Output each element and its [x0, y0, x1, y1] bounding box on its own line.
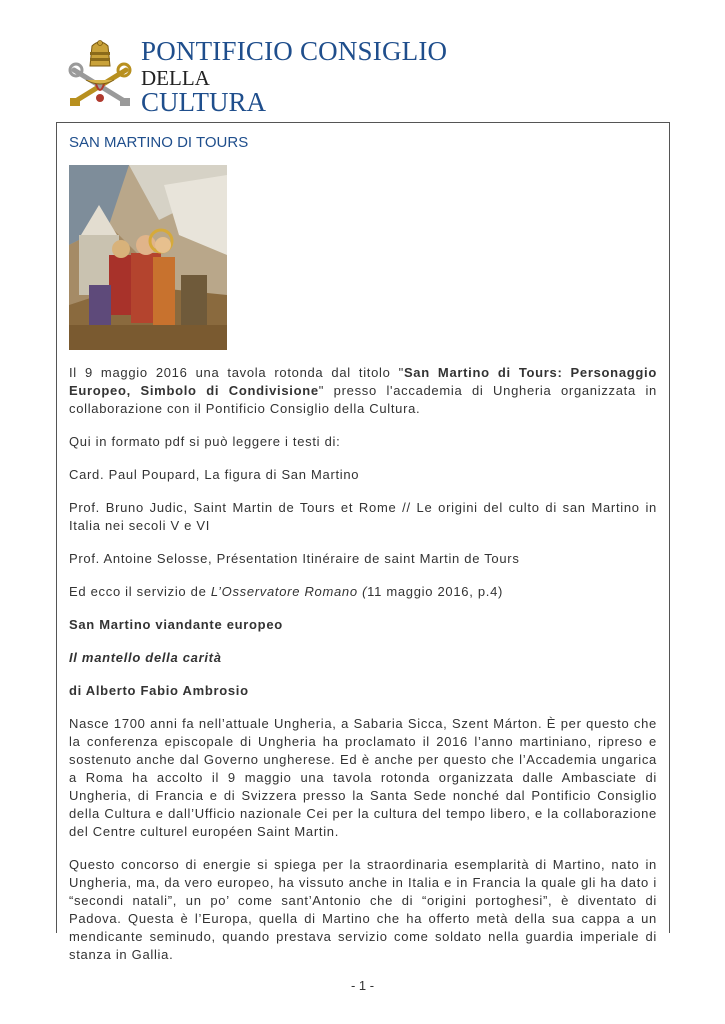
service-text-a: Ed ecco il servizio de [69, 584, 211, 599]
article-subhead-italic: Il mantello della carità [69, 650, 222, 665]
page-number: - 1 - [350, 978, 375, 993]
header-title-line2: DELLA [141, 66, 210, 90]
saint-martin-fresco [69, 165, 227, 350]
body-paragraph-2: Questo concorso di energie si spiega per la straordinaria esemplarità di Martino, nato in Ungheria, ma, da vero europeo, ha vissuto anche in Italia e in Francia la quale gli ha dato i “secondi natali”, un po’ come sant’Antonio che di “origini portoghesi”, è diventato di Padova. Questa è l’Europa, quella di Martino che ha offerto metà della sua cappa a un mendicante seminudo, quando prestava servizio come soldato nella guardia imperiale di stanza in Gallia. [69, 857, 657, 962]
site-header [68, 38, 488, 116]
text-link-selosse[interactable]: Prof. Antoine Selosse, Présentation Itinéraire de saint Martin de Tours [69, 551, 520, 566]
text-link-judic[interactable]: Prof. Bruno Judic, Saint Martin de Tours et Rome // Le origini del culto di san Martino in Italia nei secoli V e VI [69, 500, 657, 533]
papal-crest-logo [68, 40, 132, 112]
article-author: di Alberto Fabio Ambrosio [69, 683, 249, 698]
newspaper-name: L’Osservatore Romano ( [210, 584, 368, 599]
intro-text-a: Il 9 maggio 2016 una tavola rotonda dal titolo " [69, 365, 404, 380]
pdf-note: Qui in formato pdf si può leggere i testi di: [69, 434, 341, 449]
fresco-image [69, 165, 227, 350]
body-paragraph-1: Nasce 1700 anni fa nell’attuale Ungheria, a Sabaria Sicca, Szent Márton. È per questo che la conferenza episcopale di Ungheria ha proclamato il 2016 l’anno martiniano, ripreso e sostenuto anche dal Governo ungherese. Ed è anche per questo che l’Accademia ungarica a Roma ha accolto il 9 maggio una tavola rotonda organizzata dalle Ambasciate di Ungheria, di Francia e di Svizzera presso la Santa Sede nonché dal Pontificio Consiglio della Cultura e dall’Ufficio nazionale Cei per la cultura del tempo libero, e la collaborazione del Centre culturel européen Saint Martin. [69, 716, 657, 839]
article-title[interactable]: SAN MARTINO DI TOURS [69, 134, 249, 151]
service-text-c: 11 maggio 2016, p.4) [367, 584, 504, 599]
text-link-poupard[interactable]: Card. Paul Poupard, La figura di San Martino [69, 467, 360, 482]
header-title-line3: CULTURA [141, 87, 267, 117]
header-title-line1: PONTIFICIO CONSIGLIO [141, 36, 448, 66]
intro-text-c: " presso l'accademia di Ungheria organizzata in collaborazione con il Pontificio Consiglio della Cultura. [69, 383, 657, 416]
service-line [69, 583, 657, 601]
article [69, 126, 657, 964]
intro-paragraph [69, 364, 657, 418]
conference-title: San Martino di Tours: Personaggio Europeo, Simbolo di Condivisione [69, 365, 657, 398]
article-subhead: San Martino viandante europeo [69, 617, 283, 632]
